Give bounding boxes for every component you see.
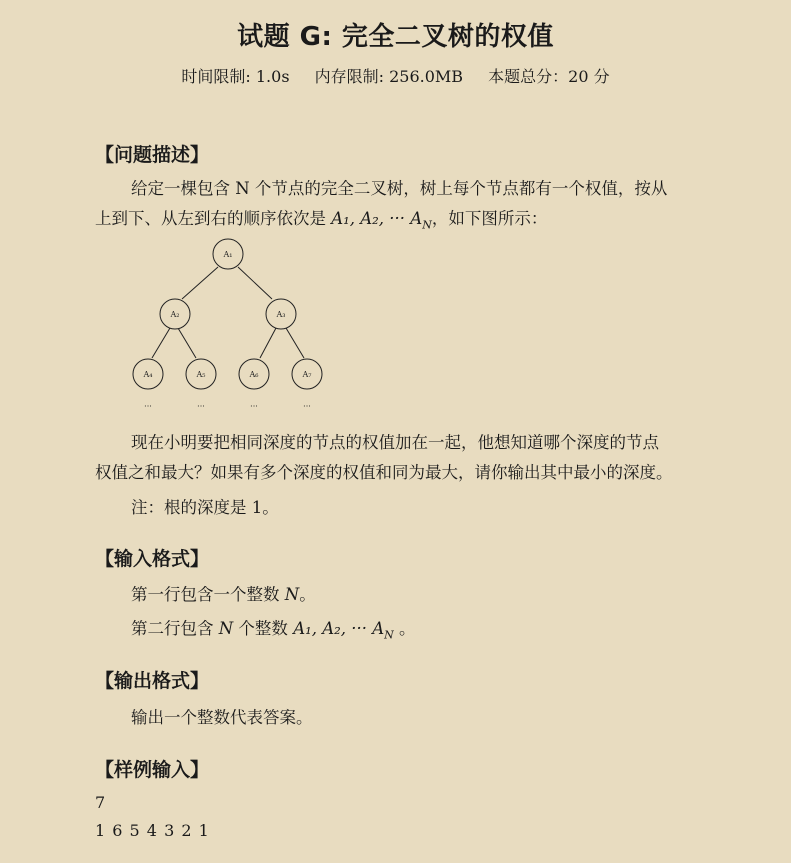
output-format-heading: 【输出格式】 (95, 670, 210, 692)
sequence-math: A₁, A₂, ··· A (331, 209, 423, 228)
input-line-2-mid: 个整数 (233, 619, 294, 638)
sample-input-heading: 【样例输入】 (95, 759, 210, 781)
sequence-subscript: N (422, 218, 432, 232)
output-format-line: 输出一个整数代表答案。 (131, 708, 313, 727)
tree-node-a7-label: A₇ (302, 370, 312, 379)
page-title: 试题 G: 完全二叉树的权值 (237, 22, 554, 52)
edge-a1-a3 (238, 267, 272, 299)
input-format-heading: 【输入格式】 (95, 548, 210, 570)
edge-a2-a4 (152, 328, 170, 358)
tree-ellipsis-2: ··· (197, 402, 205, 411)
sample-input-line-2: 1 6 5 4 3 2 1 (95, 821, 210, 840)
total-score: 本题总分：20 分 (488, 67, 610, 86)
root-depth-note: 注：根的深度是 1。 (131, 498, 279, 517)
input-line-2-math-n: N (218, 619, 234, 638)
input-line-1-math: N (284, 585, 300, 604)
binary-tree-diagram (120, 232, 350, 417)
tree-ellipsis-1: ··· (144, 402, 152, 411)
problem-meta (0, 64, 791, 87)
edge-a3-a6 (260, 328, 276, 358)
memory-limit: 内存限制: 256.0MB (314, 67, 464, 86)
tree-node-a2-label: A₂ (170, 310, 180, 319)
description-heading: 【问题描述】 (95, 144, 210, 166)
sample-input-line-1: 7 (95, 793, 107, 812)
tree-node-a3-label: A₃ (276, 310, 286, 319)
edge-a2-a5 (178, 328, 196, 358)
tree-node-a1-label: A₁ (223, 250, 233, 259)
tree-node-a5-label: A₅ (196, 370, 206, 379)
input-line-2-suffix: 。 (393, 619, 416, 638)
description-paragraph-1 (95, 174, 725, 240)
tree-ellipsis-4: ··· (303, 402, 311, 411)
input-line-2-sequence: A₁, A₂, ··· A (293, 619, 385, 638)
edge-a3-a7 (286, 328, 304, 358)
tree-ellipsis-3: ··· (250, 402, 258, 411)
input-line-2-text: 第二行包含 (131, 619, 219, 638)
tree-node-a4-label: A₄ (143, 370, 153, 379)
input-line-1-text: 第一行包含一个整数 (131, 585, 285, 604)
description-paragraph-2 (95, 428, 725, 488)
description-line-3: 现在小明要把相同深度的节点的权值加在一起，他想知道哪个深度的节点 (131, 433, 659, 452)
input-line-2-subscript: N (384, 628, 394, 642)
input-line-1-suffix: 。 (299, 585, 316, 604)
input-format-line-1 (131, 581, 316, 605)
time-limit: 时间限制: 1.0s (181, 67, 290, 86)
description-line-2-text: 上到下、从左到右的顺序依次是 (95, 209, 332, 228)
edge-a1-a2 (182, 267, 218, 299)
input-format-line-2 (131, 615, 416, 641)
description-line-2-suffix: ，如下图所示： (431, 209, 548, 228)
description-line-4: 权值之和最大？如果有多个深度的权值和同为最大，请你输出其中最小的深度。 (95, 463, 673, 482)
description-line-1: 给定一棵包含 N 个节点的完全二叉树，树上每个节点都有一个权值，按从 (131, 179, 668, 198)
tree-node-a6-label: A₆ (249, 370, 259, 379)
sample-input-block (95, 789, 210, 845)
